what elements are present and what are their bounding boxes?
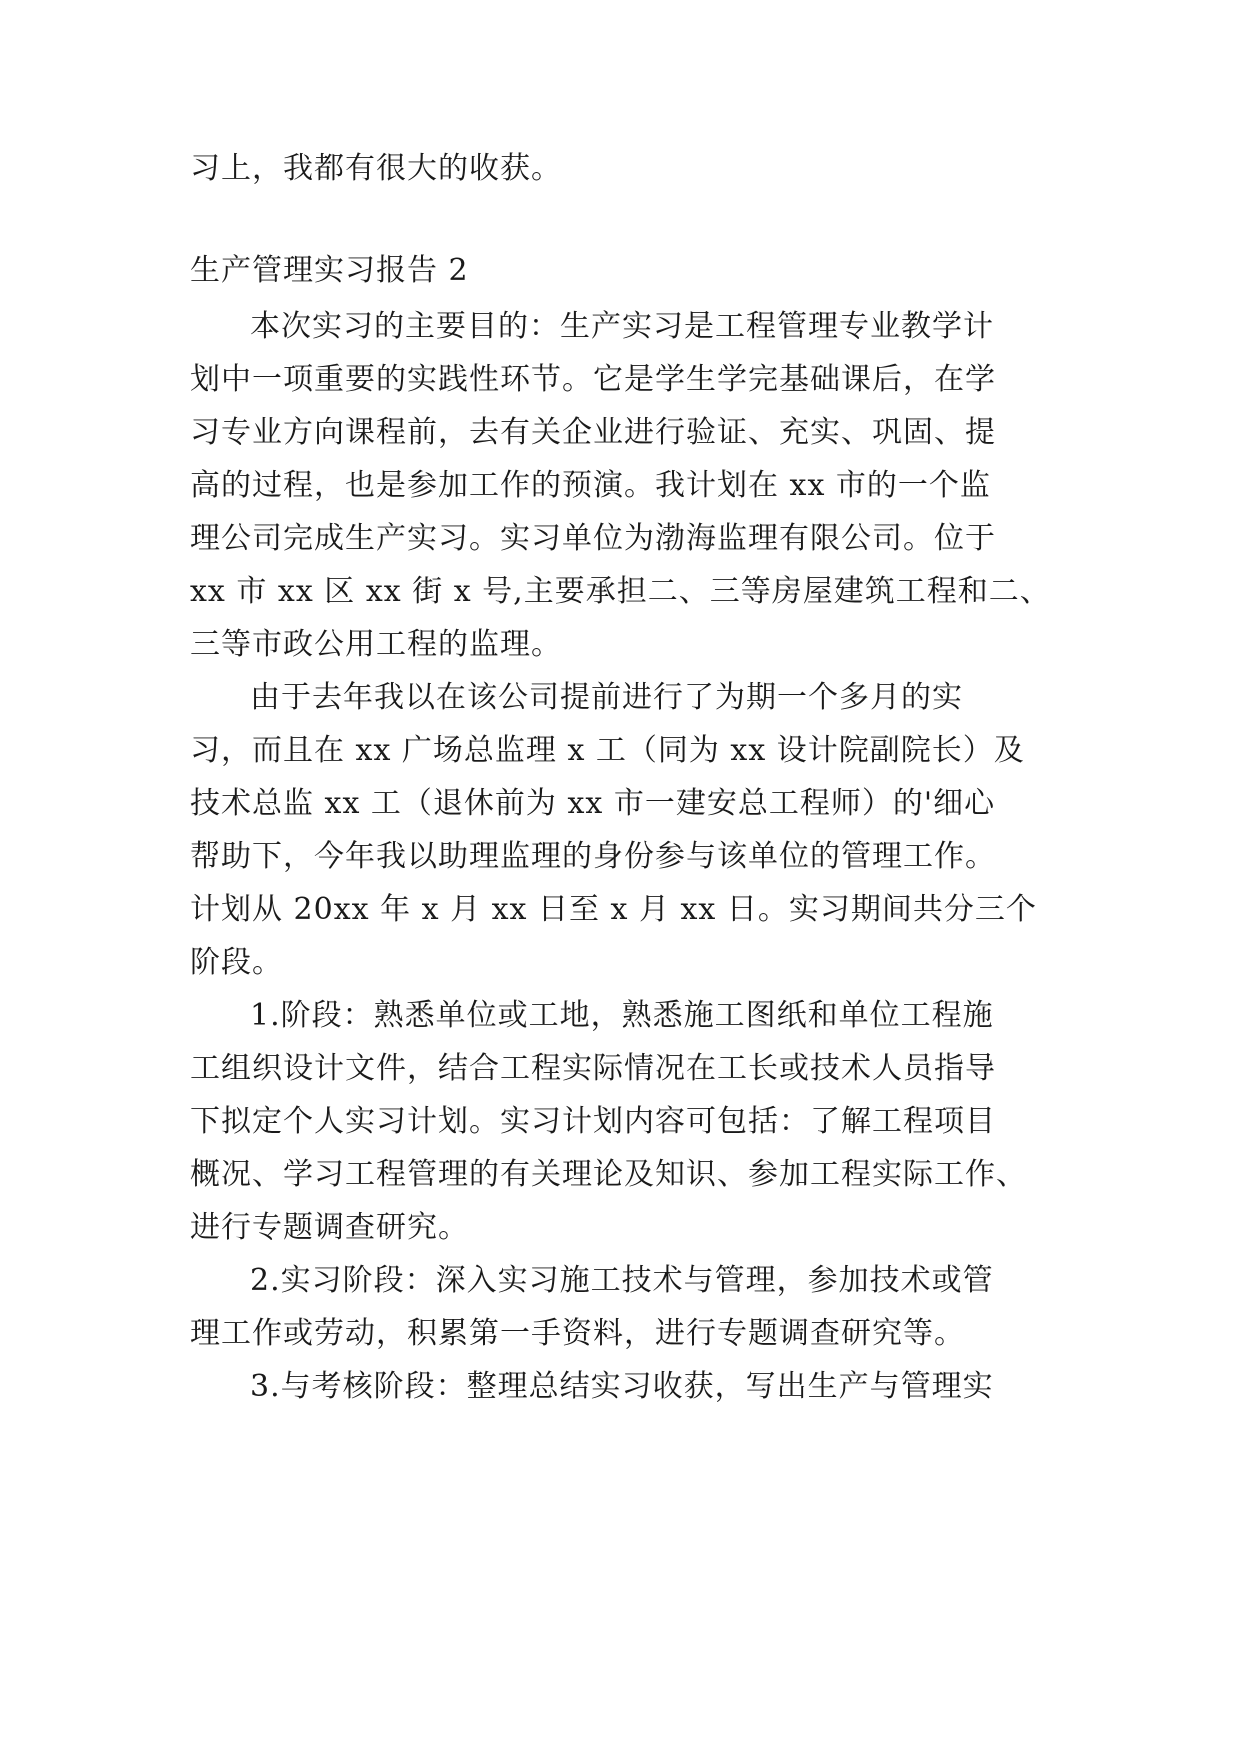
paragraph-line: 下拟定个人实习计划。实习计划内容可包括：了解工程项目 <box>190 1104 996 1139</box>
continuation-line: 习上，我都有很大的收获。 <box>190 151 562 186</box>
paragraph-line: 工组织设计文件，结合工程实际情况在工长或技术人员指导 <box>190 1051 996 1086</box>
paragraph-line: 2.实习阶段：深入实习施工技术与管理，参加技术或管 <box>250 1263 994 1298</box>
paragraph-line: 进行专题调查研究。 <box>190 1210 469 1245</box>
paragraph-line: 阶段。 <box>190 945 283 980</box>
paragraph-line: 技术总监 xx 工（退休前为 xx 市一建安总工程师）的'细心 <box>190 786 996 821</box>
paragraph-line: 划中一项重要的实践性环节。它是学生学完基础课后，在学 <box>190 362 996 397</box>
paragraph-line: 本次实习的主要目的：生产实习是工程管理专业教学计 <box>250 309 994 344</box>
paragraph-line: 理工作或劳动，积累第一手资料，进行专题调查研究等。 <box>190 1316 965 1351</box>
paragraph-line: 理公司完成生产实习。实习单位为渤海监理有限公司。位于 <box>190 521 996 556</box>
paragraph-line: 由于去年我以在该公司提前进行了为期一个多月的实 <box>250 680 963 715</box>
paragraph-line: 习专业方向课程前，去有关企业进行验证、充实、巩固、提 <box>190 415 996 450</box>
section-heading: 生产管理实习报告 2 <box>190 253 469 288</box>
paragraph-line: 帮助下，今年我以助理监理的身份参与该单位的管理工作。 <box>190 839 996 874</box>
paragraph-line: 概况、学习工程管理的有关理论及知识、参加工程实际工作、 <box>190 1157 1027 1192</box>
paragraph-line: 习，而且在 xx 广场总监理 x 工（同为 xx 设计院副院长）及 <box>190 733 1025 768</box>
paragraph-line: 计划从 20xx 年 x 月 xx 日至 x 月 xx 日。实习期间共分三个 <box>190 892 1037 927</box>
paragraph-line: 三等市政公用工程的监理。 <box>190 627 562 662</box>
paragraph-line: 高的过程，也是参加工作的预演。我计划在 xx 市的一个监 <box>190 468 991 503</box>
paragraph-line: 1.阶段：熟悉单位或工地，熟悉施工图纸和单位工程施 <box>250 998 994 1033</box>
paragraph-line: xx 市 xx 区 xx 街 x 号,主要承担二、三等房屋建筑工程和二、 <box>190 574 1051 609</box>
paragraph-line: 3.与考核阶段：整理总结实习收获，写出生产与管理实 <box>250 1369 994 1404</box>
